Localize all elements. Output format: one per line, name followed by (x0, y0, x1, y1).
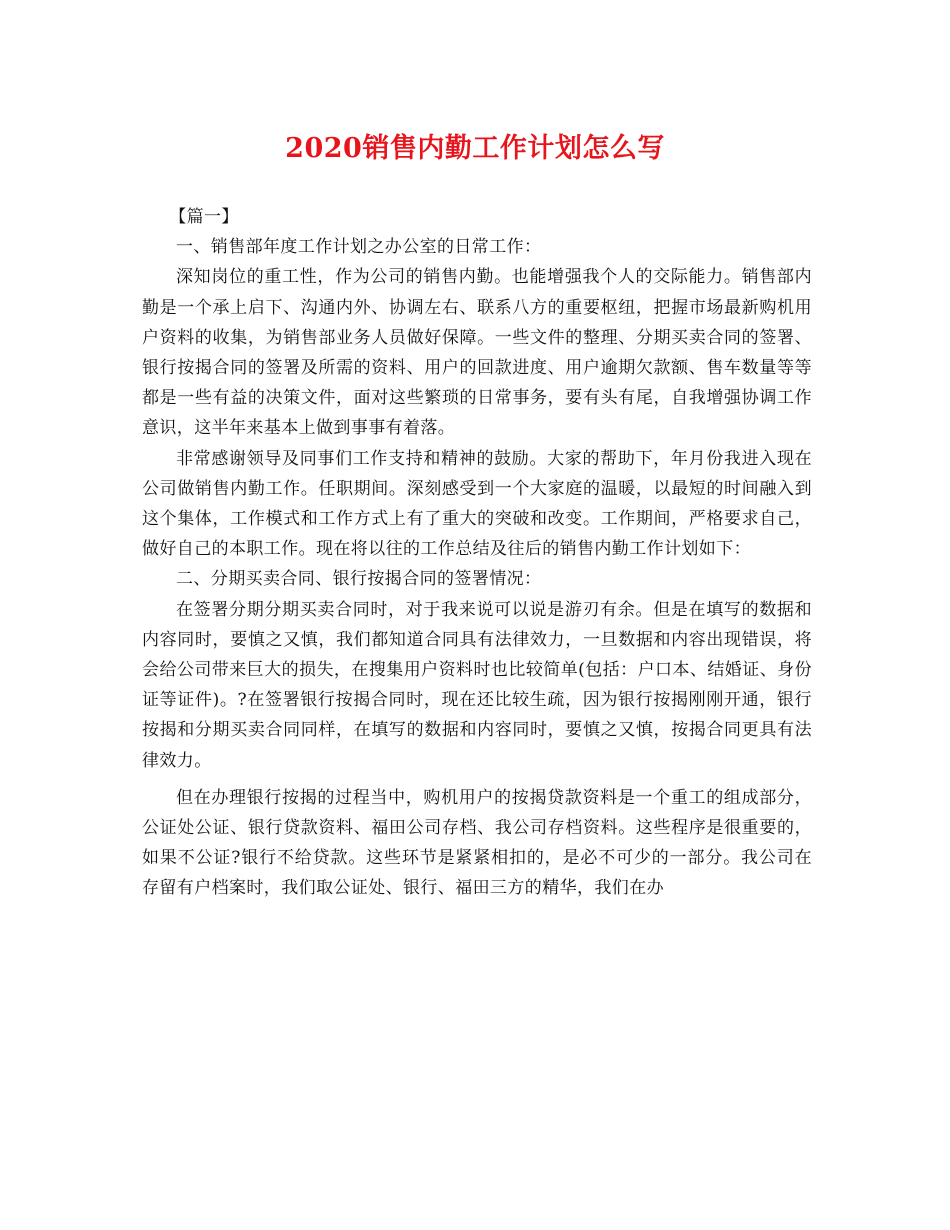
section-tag: 【篇一】 (169, 207, 239, 227)
paragraph: 非常感谢领导及同事们工作支持和精神的鼓励。大家的帮助下，年月份我进入现在公司做销售内勤工作。任职期间。深刻感受到一个大家庭的温暖，以最短的时间融入到这个集体，工作模式和工作方式上有了重大的突破和改变。工作期间，严格要求自己，做好自己的本职工作。现在将以往的工作总结及往后的销售内勤工作计划如下： (142, 448, 812, 560)
section-heading-2: 二、分期买卖合同、银行按揭合同的签署情况： (176, 569, 542, 590)
document-body (142, 202, 812, 904)
document-title: 2020销售内勤工作计划怎么写 (285, 133, 665, 164)
paragraph: 深知岗位的重工性，作为公司的销售内勤。也能增强我个人的交际能力。销售部内勤是一个承上启下、沟通内外、协调左右、联系八方的重要枢纽，把握市场最新购机用户资料的收集，为销售部业务人员做好保障。一些文件的整理、分期买卖合同的签署、银行按揭合同的签署及所需的资料、用户的回款进度、用户逾期欠款额、售车数量等等都是一些有益的决策文件，面对这些繁琐的日常事务，要有头有尾，自我增强协调工作意识，这半年来基本上做到事事有着落。 (142, 267, 812, 439)
section-heading-1: 一、销售部年度工作计划之办公室的日常工作： (176, 237, 542, 258)
paragraph: 在签署分期分期买卖合同时，对于我来说可以说是游刃有余。但是在填写的数据和内容同时，要慎之又慎，我们都知道合同具有法律效力，一旦数据和内容出现错误，将会给公司带来巨大的损失，在搜集用户资料时也比较简单(包括：户口本、结婚证、身份证等证件)。?在签署银行按揭合同时，现在还比较生疏，因为银行按揭刚刚开通，银行按揭和分期买卖合同同样，在填写的数据和内容同时，要慎之又慎，按揭合同更具有法律效力。 (142, 599, 812, 771)
paragraph: 但在办理银行按揭的过程当中，购机用户的按揭贷款资料是一个重工的组成部分，公证处公证、银行贷款资料、福田公司存档、我公司存档资料。这些程序是很重要的，如果不公证?银行不给贷款。这些环节是紧紧相扣的，是必不可少的一部分。我公司在存留有户档案时，我们取公证处、银行、福田三方的精华，我们在办 (142, 787, 812, 899)
